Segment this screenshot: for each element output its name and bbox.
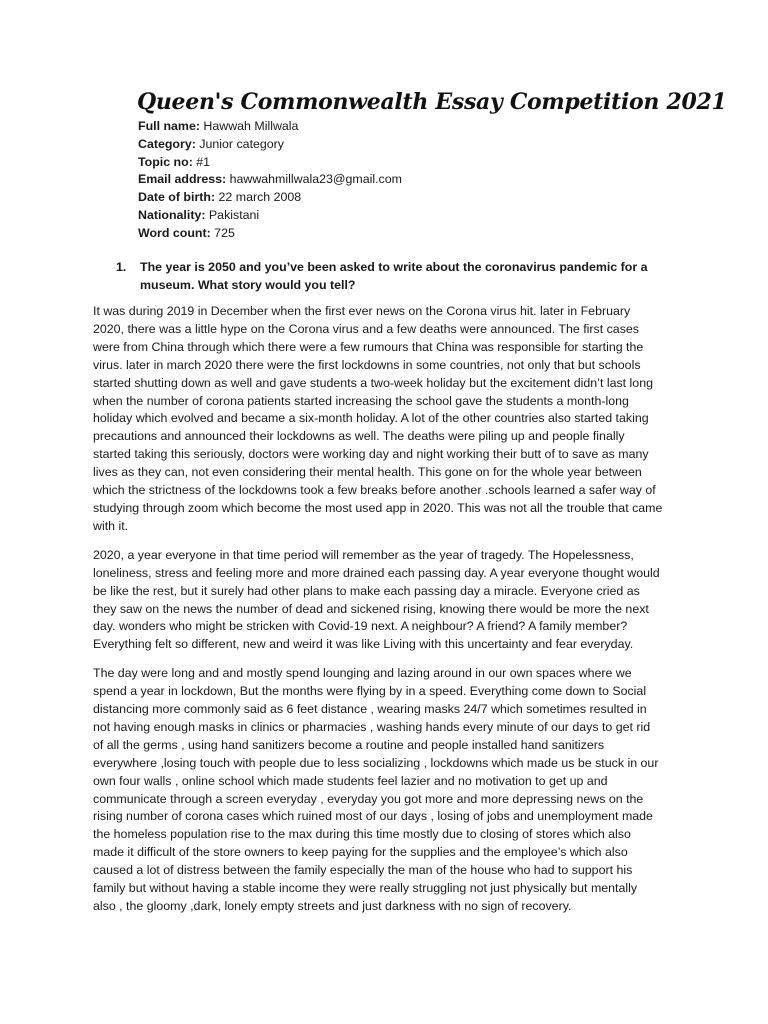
detail-label: Date of birth: <box>138 190 216 205</box>
detail-label: Word count: <box>138 225 211 240</box>
essay-question <box>116 259 676 295</box>
detail-label: Topic no: <box>138 154 193 169</box>
detail-value: hawwahmillwala23@gmail.com <box>226 172 402 187</box>
detail-word-count <box>138 225 402 243</box>
detail-value: Junior category <box>195 136 284 151</box>
detail-value: 22 march 2008 <box>215 190 302 205</box>
detail-label: Email address: <box>138 172 227 187</box>
detail-nationality <box>138 207 402 225</box>
detail-value: 725 <box>210 225 235 240</box>
detail-date-of-birth <box>138 189 402 207</box>
detail-category <box>138 136 402 154</box>
detail-value: #1 <box>192 154 211 169</box>
essay-paragraph: The day were long and and mostly spend lounging and lazing around in our own spaces where we spend a year in lockdown, But the months were flying by in a speed. Everything come down to Social distancing more commonly said as 6 feet distance , wearing masks 24/7 which sometimes resulted in not having enough masks in clinics or pharmacies , washing hands every minute of our days to get rid of all the germs , using hand sanitizers become a routine and people installed hand sanitizers everywhere ,losing touch with people due to less socializing , lockdowns which made us be stuck in our own four walls , online school which made students feel lazier and no motivation to get up and communicate through a screen everyday , everyday you got more and more depressing news on the rising number of corona cases which ruined most of our days , losing of jobs and unemployment made the homeless population rise to the max during this time mostly due to closing of stores which also made it difficult of the store owners to keep paying for the supplies and the employee’s which also caused a lot of distress between the family especially the man of the house who had to support his family but without having a stable income they were really struggling not just physically but mentally also , the gloomy ,dark, lonely empty streets and just darkness with no sign of recovery. <box>93 666 659 913</box>
essay-body <box>93 303 663 927</box>
essay-paragraph: It was during 2019 in December when the first ever news on the Corona virus hit. later in February 2020, there was a little hype on the Corona virus and a few deaths were announced. The first cases were from China through which there were a few rumours that China was responsible for starting the virus. later in march 2020 there were the first lockdowns in some countries, not only that but schools started shutting down as well and gave students a two-week holiday but the excitement didn’t last long when the number of corona patients started increasing the school gave the students a month-long holiday which evolved and became a six-month holiday. A lot of the other countries also started taking precautions and announced their lockdowns as well. The deaths were piling up and people finally started taking this seriously, doctors were working day and night working their butt of to save as many lives as they can, not even considering their mental health. This gone on for the whole year between which the strictness of the lockdowns took a few breaks before another .schools learned a safer way of studying through zoom which become the most used app in 2020. This was not all the trouble that came with it. <box>93 304 663 533</box>
document-title: Queen's Commonwealth Essay Competition 2021 <box>137 89 727 115</box>
essay-paragraph: 2020, a year everyone in that time period will remember as the year of tragedy. The Hopelessness, loneliness, stress and feeling more and more drained each passing day. A year everyone thought would be like the rest, but it surely had other plans to make each passing day a miracle. Everyone cried as they saw on the news the number of dead and sickened rising, knowing there would be more the next day. wonders who might be stricken with Covid-19 next. A neighbour? A friend? A family member? Everything felt so different, new and weird it was like Living with this uncertainty and fear everyday. <box>93 547 660 652</box>
question-text: The year is 2050 and you’ve been asked to write about the coronavirus pandemic for a museum. What story would you tell? <box>140 260 648 292</box>
detail-label: Category: <box>138 136 196 151</box>
detail-label: Full name: <box>138 119 200 133</box>
detail-email <box>138 171 402 189</box>
question-number: 1. <box>116 260 127 274</box>
detail-label: Nationality: <box>138 207 206 222</box>
detail-value: Hawwah Millwala <box>199 119 299 133</box>
entry-details <box>138 118 402 243</box>
detail-value: Pakistani <box>205 207 260 222</box>
detail-full-name <box>138 118 402 136</box>
detail-topic <box>138 154 402 172</box>
